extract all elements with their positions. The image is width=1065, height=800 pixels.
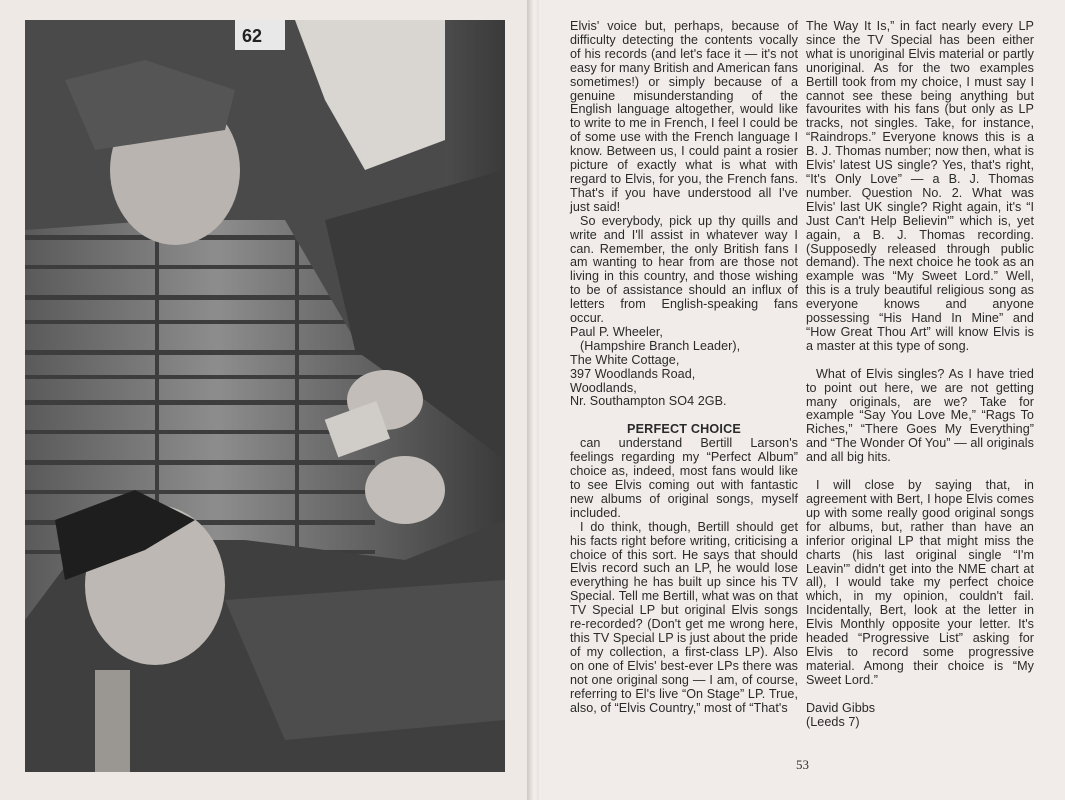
page-number: 53	[796, 757, 809, 772]
paragraph: I will close by saying that, in agreement with Bert, I hope Elvis comes up with some really good original songs for albums, but, rather than have an inferior original LP that might miss the charts (his last original single “I'm Leavin'” didn't get into the NME chart at all), I would take my perfect choice which, in my opinion, couldn't fail. Incidentally, Bert, look at the letter in Elvis Monthly opposite your letter. It's headed “Progressive List” asking for Elvis to record some progressive material. Among their choice is “My Sweet Lord.”	[806, 478, 1034, 687]
signature-name: David Gibbs	[806, 700, 876, 715]
paragraph: So everybody, pick up thy quills and write and I'll assist in whatever way I can. Remember, the only British fans I am wanting to hear from are those not living in this country, and those wishing to be of assistance should an influx of letters from English-speaking fans occur.	[570, 213, 798, 326]
article-column-right	[806, 20, 1034, 730]
paragraph: The Way It Is,” in fact nearly every LP since the TV Special has been either what is unoriginal Elvis material or partly unoriginal. As for the two examples Bertill took from my choice, I must say I cannot see these being anything but favourites with his fans (but only as LP tracks, not singles. Take, for instance, “Raindrops.” Everyone knows this is a B. J. Thomas number; now then, what is Elvis' latest US single? Yes, that's right, “It's Only Love” — a B. J. Thomas number. Question No. 2. What was Elvis' last UK single? Right again, it's “I Just Can't Help Believin'” which is, yet again, a B. J. Thomas recording. (Supposedly released through public demand). The next choice he took as an example was “My Sweet Lord.” Well, this is a truly beautiful religious song as everyone knows and anyone possessing “His Hand In Mine” and “How Great Thou Art” will know Elvis is a master at this type of song.	[806, 19, 1034, 353]
signature-location: (Leeds 7)	[806, 714, 860, 729]
address-line: Woodlands,	[570, 380, 637, 395]
paragraph: can understand Bertill Larson's feelings regarding my “Perfect Album” choice as, indeed, most fans would like to see Elvis coming out with fantastic new albums of original songs, myself included.	[570, 436, 798, 520]
badge-number: 62	[242, 26, 263, 46]
address-line: 397 Woodlands Road,	[570, 366, 696, 381]
section-heading: PERFECT CHOICE	[626, 422, 742, 437]
book-gutter	[527, 0, 539, 800]
address-line: (Hampshire Branch Leader),	[580, 338, 741, 353]
paragraph: What of Elvis singles? As I have tried to point out here, we are not getting many originals, are we? Take for example “Say You Love Me,” “Rags To Riches,” “There Goes My Everything” and “The Wonder Of You” — all originals and all big hits.	[806, 366, 1034, 465]
paragraph: Elvis' voice but, perhaps, because of difficulty detecting the contents vocally of his records (and let's face it — it's not easy for many British and American fans sometimes!) or simply because of a genuine misunderstanding of the English language altogether, would like to write to me in French, I feel I could be of some use with the French language I know. Between us, I could paint a rosier picture of exactly what is what with regard to Elvis, for you, the French fans. That's if you have understood all I've just said!	[570, 19, 798, 214]
address-line: The White Cottage,	[570, 352, 680, 367]
article-column-left	[570, 20, 798, 715]
paragraph: I do think, though, Bertill should get his facts right before writing, criticising a choice of this sort. He says that should Elvis record such an LP, he would lose everything he has built up since his TV Special. Tell me Bertill, what was on that TV Special LP but original Elvis songs re-recorded? (Don't get me wrong here, this TV Special LP is just about the pride of my collection, a first-class LP). Also on one of Elvis' best-ever LPs there was not one original song — I am, of course, referring to El's live “On Stage” LP. True, also, of “Elvis Country,” most of “That's	[570, 519, 798, 715]
black-and-white-photo	[25, 20, 505, 772]
address-line: Paul P. Wheeler,	[570, 324, 663, 339]
address-line: Nr. Southampton SO4 2GB.	[570, 394, 727, 409]
photo-illustration	[25, 20, 505, 772]
